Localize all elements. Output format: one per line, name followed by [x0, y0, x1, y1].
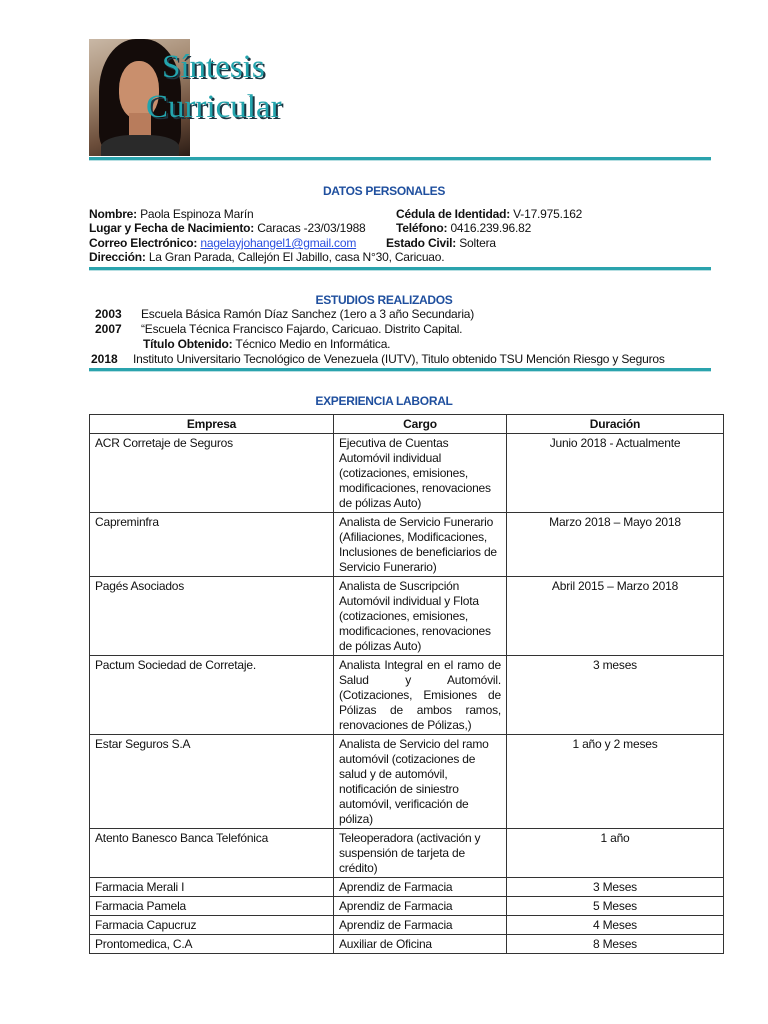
table-row: [90, 434, 724, 513]
role-cell: Analista de Servicio del ramo automóvil (cotizaciones de salud y de automóvil, notificación de siniestro automóvil, verificación de póliza): [334, 735, 507, 829]
civil-label: Estado Civil:: [386, 236, 457, 250]
birth-label: Lugar y Fecha de Nacimiento:: [89, 221, 255, 235]
phone-row: [396, 221, 531, 235]
section-title-personal: DATOS PERSONALES: [322, 184, 446, 198]
address-row: [89, 250, 444, 264]
divider-studies: [89, 368, 711, 372]
column-header-role: Cargo: [334, 415, 507, 434]
address-label: Dirección:: [89, 250, 146, 264]
column-header-company: Empresa: [90, 415, 334, 434]
company-cell: Farmacia Capucruz: [90, 916, 334, 935]
id-label: Cédula de Identidad:: [396, 207, 511, 221]
company-cell: Pactum Sociedad de Corretaje.: [90, 656, 334, 735]
role-cell: Aprendiz de Farmacia: [334, 878, 507, 897]
study-degree-label: Título Obtenido:: [143, 337, 233, 351]
name-row: [89, 207, 253, 221]
table-row: [90, 878, 724, 897]
study-text: Instituto Universitario Tecnológico de Venezuela (IUTV), Titulo obtenido TSU Mención Riesgo y Seguros: [133, 352, 665, 366]
civil-row: [386, 236, 496, 250]
email-link[interactable]: nagelayjohangel1@gmail.com: [200, 236, 357, 250]
name-label: Nombre:: [89, 207, 137, 221]
experience-table: [89, 414, 724, 954]
duration-cell: 8 Meses: [507, 935, 724, 954]
duration-cell: 4 Meses: [507, 916, 724, 935]
study-text: Técnico Medio en Informática.: [235, 337, 391, 351]
duration-cell: 3 Meses: [507, 878, 724, 897]
role-cell: Aprendiz de Farmacia: [334, 897, 507, 916]
birth-value: Caracas -23/03/1988: [257, 221, 366, 235]
duration-cell: 1 año: [507, 829, 724, 878]
section-title-experience: EXPERIENCIA LABORAL: [315, 394, 453, 408]
role-cell: Analista de Servicio Funerario (Afiliaciones, Modificaciones, Inclusiones de beneficiarios de Servicio Funerario): [334, 513, 507, 577]
duration-cell: 3 meses: [507, 656, 724, 735]
company-cell: Farmacia Merali I: [90, 878, 334, 897]
study-degree-row: [143, 337, 390, 351]
role-cell: Analista de Suscripción Automóvil individual y Flota (cotizaciones, emisiones, modificaciones, renovaciones de pólizas Auto): [334, 577, 507, 656]
divider-personal: [89, 267, 711, 271]
table-row: [90, 656, 724, 735]
table-row: [90, 916, 724, 935]
study-text: Escuela Básica Ramón Díaz Sanchez (1ero a 3 año Secundaria): [141, 307, 475, 321]
table-row: [90, 935, 724, 954]
duration-cell: Abril 2015 – Marzo 2018: [507, 577, 724, 656]
company-cell: Farmacia Pamela: [90, 897, 334, 916]
id-row: [396, 207, 582, 221]
name-value: Paola Espinoza Marín: [140, 207, 254, 221]
table-row: [90, 829, 724, 878]
company-cell: Prontomedica, C.A: [90, 935, 334, 954]
company-cell: ACR Corretaje de Seguros: [90, 434, 334, 513]
table-header-row: [90, 415, 724, 434]
page-title: [146, 47, 282, 127]
table-row: [90, 897, 724, 916]
company-cell: Capreminfra: [90, 513, 334, 577]
role-cell: Teleoperadora (activación y suspensión de tarjeta de crédito): [334, 829, 507, 878]
duration-cell: Junio 2018 - Actualmente: [507, 434, 724, 513]
study-year: 2003: [95, 307, 122, 321]
birth-row: [89, 221, 366, 235]
study-year: 2007: [95, 322, 122, 336]
company-cell: Estar Seguros S.A: [90, 735, 334, 829]
phone-label: Teléfono:: [396, 221, 448, 235]
section-title-studies: ESTUDIOS REALIZADOS: [315, 293, 453, 307]
title-line-1: Síntesis: [162, 49, 265, 85]
duration-cell: 5 Meses: [507, 897, 724, 916]
duration-cell: Marzo 2018 – Mayo 2018: [507, 513, 724, 577]
role-cell: Auxiliar de Oficina: [334, 935, 507, 954]
id-value: V-17.975.162: [513, 207, 583, 221]
company-cell: Pagés Asociados: [90, 577, 334, 656]
title-line-2: Curricular: [146, 89, 282, 125]
duration-cell: 1 año y 2 meses: [507, 735, 724, 829]
role-cell: Aprendiz de Farmacia: [334, 916, 507, 935]
study-year: 2018: [91, 352, 118, 366]
phone-value: 0416.239.96.82: [450, 221, 532, 235]
table-row: [90, 513, 724, 577]
study-text: “Escuela Técnica Francisco Fajardo, Caricuao. Distrito Capital.: [141, 322, 463, 336]
table-row: [90, 735, 724, 829]
civil-value: Soltera: [459, 236, 496, 250]
role-cell: Ejecutiva de Cuentas Automóvil individual (cotizaciones, emisiones, modificaciones, renovaciones de pólizas Auto): [334, 434, 507, 513]
company-cell: Atento Banesco Banca Telefónica: [90, 829, 334, 878]
table-row: [90, 577, 724, 656]
address-value: La Gran Parada, Callejón El Jabillo, casa N°30, Caricuao.: [148, 250, 445, 264]
email-label: Correo Electrónico:: [89, 236, 198, 250]
column-header-duration: Duración: [507, 415, 724, 434]
email-row: [89, 236, 356, 250]
divider-header: [89, 157, 711, 161]
photo-shirt: [101, 135, 179, 156]
role-cell: Analista Integral en el ramo de Salud y Automóvil. (Cotizaciones, Emisiones de Pólizas de ambos ramos, renovaciones de Pólizas,): [334, 656, 507, 735]
